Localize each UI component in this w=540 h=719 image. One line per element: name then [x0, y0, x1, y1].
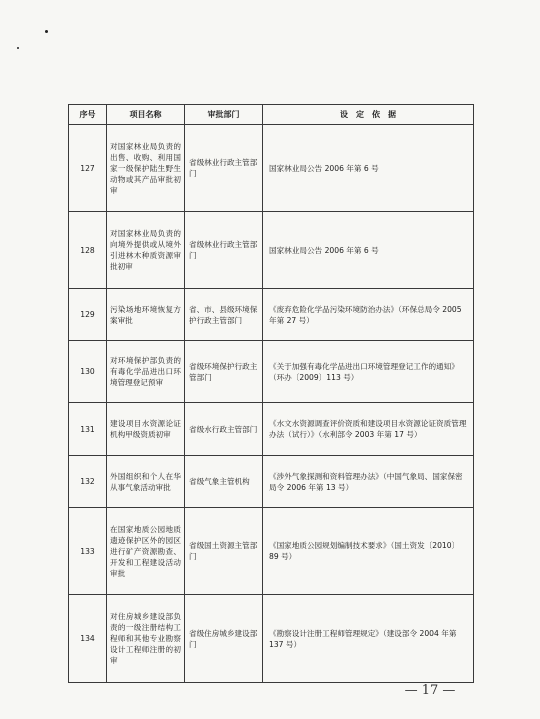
approval-items-table [68, 104, 474, 683]
row-serial-number: 130 [69, 341, 107, 403]
row-serial-number: 134 [69, 595, 107, 683]
row-legal-basis: 《国家地质公园规划编制技术要求》（国土资发〔2010〕89 号） [263, 508, 474, 595]
row-serial-number: 128 [69, 212, 107, 289]
table-header-row [69, 105, 474, 125]
row-approval-department: 省级住房城乡建设部门 [185, 595, 263, 683]
row-item-name: 在国家地质公园地质遗迹保护区外的园区进行矿产资源勘查、开发和工程建设活动审批 [107, 508, 185, 595]
page-number: — 17 — [404, 683, 456, 698]
row-serial-number: 129 [69, 289, 107, 341]
row-approval-department: 省级水行政主管部门 [185, 403, 263, 456]
row-serial-number: 131 [69, 403, 107, 456]
row-item-name: 对住房城乡建设部负责的一级注册结构工程师和其他专业勘察设计工程师注册的初审 [107, 595, 185, 683]
row-item-name: 外国组织和个人在华从事气象活动审批 [107, 456, 185, 508]
table-row [69, 212, 474, 289]
row-legal-basis: 《关于加强有毒化学品进出口环境管理登记工作的通知》（环办〔2009〕113 号） [263, 341, 474, 403]
table-row [69, 508, 474, 595]
row-approval-department: 省级环境保护行政主管部门 [185, 341, 263, 403]
row-item-name: 对环境保护部负责的有毒化学品进出口环境管理登记预审 [107, 341, 185, 403]
table-row [69, 456, 474, 508]
table-row [69, 125, 474, 212]
table-row [69, 403, 474, 456]
header-legal-basis: 设 定 依 据 [263, 105, 474, 125]
row-approval-department: 省级林业行政主管部门 [185, 125, 263, 212]
row-legal-basis: 《废弃危险化学品污染环境防治办法》（环保总局令 2005 年第 27 号） [263, 289, 474, 341]
row-item-name: 对国家林业局负责的出售、收购、利用国家一级保护陆生野生动物或其产品审批初审 [107, 125, 185, 212]
row-approval-department: 省级气象主管机构 [185, 456, 263, 508]
header-approval-department: 审批部门 [185, 105, 263, 125]
row-approval-department: 省、市、县级环境保护行政主管部门 [185, 289, 263, 341]
row-item-name: 建设项目水资源论证机构甲级资质初审 [107, 403, 185, 456]
table-row [69, 595, 474, 683]
header-item-name: 项目名称 [107, 105, 185, 125]
row-approval-department: 省级林业行政主管部门 [185, 212, 263, 289]
table-row [69, 341, 474, 403]
scan-speck [17, 47, 19, 49]
row-approval-department: 省级国土资源主管部门 [185, 508, 263, 595]
table-row [69, 289, 474, 341]
row-item-name: 污染场地环境恢复方案审批 [107, 289, 185, 341]
row-legal-basis: 《涉外气象探测和资料管理办法》（中国气象局、国家保密局令 2006 年第 13 号） [263, 456, 474, 508]
row-legal-basis: 国家林业局公告 2006 年第 6 号 [263, 125, 474, 212]
scan-speck [45, 30, 48, 33]
row-serial-number: 133 [69, 508, 107, 595]
row-legal-basis: 国家林业局公告 2006 年第 6 号 [263, 212, 474, 289]
row-legal-basis: 《水文水资源调查评价资质和建设项目水资源论证资质管理办法（试行）》（水利部令 2003 年第 17 号） [263, 403, 474, 456]
row-serial-number: 127 [69, 125, 107, 212]
header-serial-number: 序号 [69, 105, 107, 125]
row-legal-basis: 《勘察设计注册工程师管理规定》（建设部令 2004 年第 137 号） [263, 595, 474, 683]
row-serial-number: 132 [69, 456, 107, 508]
row-item-name: 对国家林业局负责的向境外提供或从境外引进林木种质资源审批初审 [107, 212, 185, 289]
